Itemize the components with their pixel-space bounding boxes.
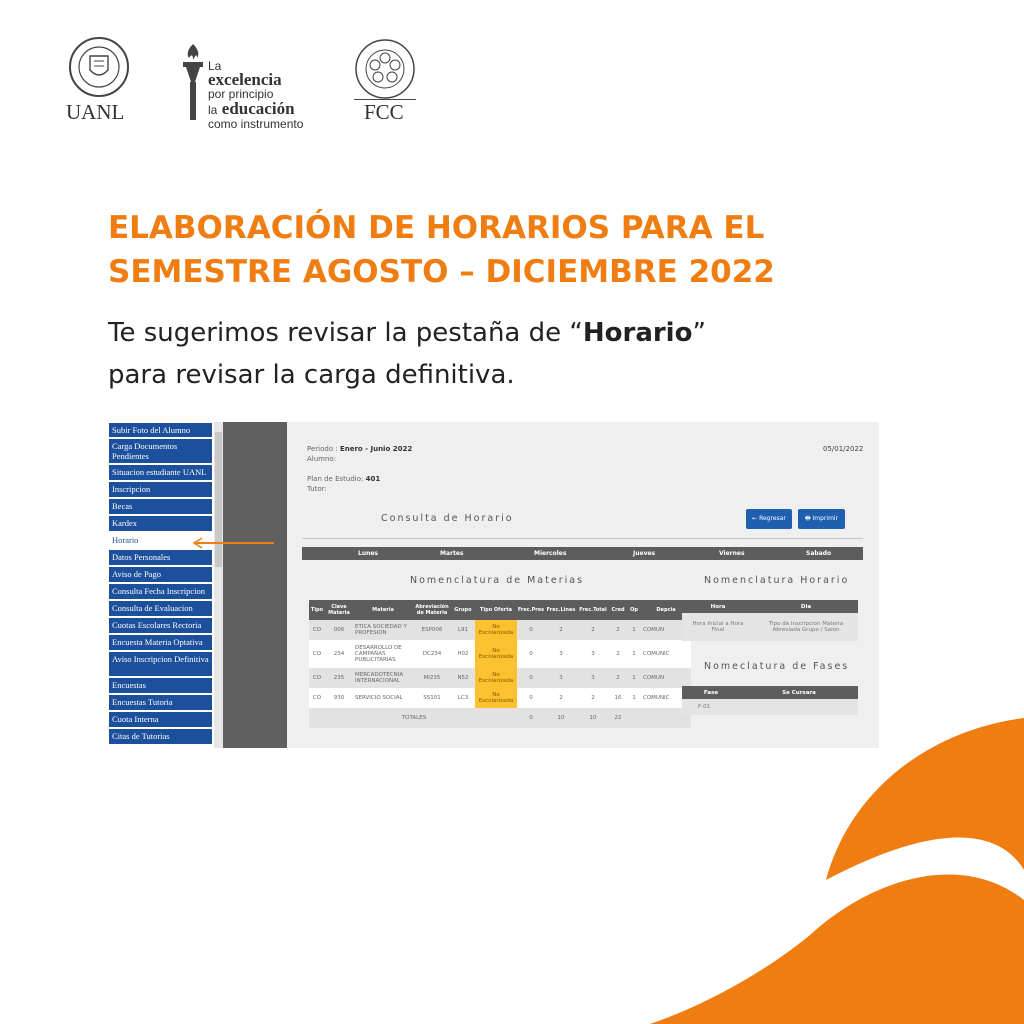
menu-item-horario[interactable]: Horario bbox=[109, 533, 212, 549]
totales-lines: 10 bbox=[545, 708, 577, 728]
cell: COMUNIC bbox=[641, 640, 691, 668]
cell: CO bbox=[309, 620, 325, 640]
cell: DC234 bbox=[413, 640, 451, 668]
col-cred: Cred bbox=[609, 600, 627, 620]
nomenclatura-horario-title: Nomenclatura Horario bbox=[704, 575, 850, 586]
page-title-line-1: ELABORACIÓN DE HORARIOS PARA EL bbox=[108, 210, 765, 246]
plan-label: Plan de Estudio: bbox=[307, 475, 364, 483]
col-frec-pres: Frec.Pres bbox=[517, 600, 545, 620]
menu-item-datos-personales[interactable]: Datos Personales bbox=[109, 550, 212, 566]
cell: N52 bbox=[451, 668, 475, 688]
cell: 2 bbox=[577, 620, 609, 640]
cell: 006 bbox=[325, 620, 353, 640]
cell: 3 bbox=[577, 640, 609, 668]
day-lunes: Lunes bbox=[358, 550, 379, 557]
col-clave: Clave Materia bbox=[325, 600, 353, 620]
cell: COMUN bbox=[641, 668, 691, 688]
cell: 2 bbox=[577, 688, 609, 708]
cell: 0 bbox=[517, 620, 545, 640]
cell: 2 bbox=[609, 620, 627, 640]
day-jueves: Jueves bbox=[633, 550, 656, 557]
cell: 1 bbox=[627, 688, 641, 708]
cell: COMUN bbox=[641, 620, 691, 640]
horario-cell-dia: Tipo de Inscripcion Materia Abreviada Grupo / Salon bbox=[754, 613, 858, 641]
menu-item-subir-foto[interactable]: Subir Foto del Alumno bbox=[109, 423, 212, 438]
col-op: Op bbox=[627, 600, 641, 620]
menu-item-aviso-pago[interactable]: Aviso de Pago bbox=[109, 567, 212, 583]
slogan-por-principio: por principio bbox=[208, 87, 274, 101]
cell: 3 bbox=[545, 668, 577, 688]
menu-item-citas-tutorias[interactable]: Citas de Tutorias bbox=[109, 729, 212, 745]
plan-value: 401 bbox=[365, 475, 381, 483]
cell: 16 bbox=[609, 688, 627, 708]
page-title-line-2: SEMESTRE AGOSTO – DICIEMBRE 2022 bbox=[108, 254, 775, 290]
cell: MERCADOTECNIA INTERNACIONAL bbox=[353, 668, 413, 688]
cell: ESP006 bbox=[413, 620, 451, 640]
cell: SS101 bbox=[413, 688, 451, 708]
col-tipo: Tipo bbox=[309, 600, 325, 620]
day-miercoles: Miercoles bbox=[534, 550, 567, 557]
horario-col-dia: Dia bbox=[754, 600, 858, 613]
day-viernes: Viernes bbox=[719, 550, 745, 557]
cell-oferta: No Escolarizada bbox=[475, 668, 517, 688]
cell: 3 bbox=[545, 640, 577, 668]
totales-total: 10 bbox=[577, 708, 609, 728]
uanl-label: UANL bbox=[66, 100, 125, 124]
nomenclatura-materias-title: Nomenclatura de Materias bbox=[410, 575, 585, 586]
col-tipo-oferta: Tipo Oferta bbox=[475, 600, 517, 620]
menu-item-consulta-evaluacion[interactable]: Consulta de Evaluacion bbox=[109, 601, 212, 617]
slogan-educacion: educación bbox=[221, 99, 295, 118]
cell: H02 bbox=[451, 640, 475, 668]
totales-cred: 22 bbox=[609, 708, 627, 728]
cell: 1 bbox=[627, 668, 641, 688]
cell: 235 bbox=[325, 668, 353, 688]
subtitle-line-2: para revisar la carga definitiva. bbox=[108, 360, 515, 390]
cell: 2 bbox=[609, 668, 627, 688]
col-frec-lines: Frec.Lines bbox=[545, 600, 577, 620]
print-button[interactable]: 🖶 Imprimir bbox=[798, 509, 845, 529]
col-frec-total: Frec.Total bbox=[577, 600, 609, 620]
cell: 0 bbox=[517, 668, 545, 688]
day-martes: Martes bbox=[440, 550, 464, 557]
cell-oferta: No Escolarizada bbox=[475, 640, 517, 668]
cell: L91 bbox=[451, 620, 475, 640]
cell: LC3 bbox=[451, 688, 475, 708]
menu-item-becas[interactable]: Becas bbox=[109, 499, 212, 515]
cell: 2 bbox=[545, 620, 577, 640]
back-button[interactable]: ← Regresar bbox=[746, 509, 792, 529]
subtitle-bold: Horario bbox=[582, 318, 693, 348]
menu-item-inscripcion[interactable]: Inscripcion bbox=[109, 482, 212, 498]
cell: 0 bbox=[517, 688, 545, 708]
col-depcia: Depcia bbox=[641, 600, 691, 620]
consulta-title: Consulta de Horario bbox=[381, 513, 514, 524]
subtitle-after: ” bbox=[692, 318, 706, 348]
fases-cell-fase: F-01 bbox=[682, 699, 740, 715]
cell: COMUNIC bbox=[641, 688, 691, 708]
periodo-value: Enero - Junio 2022 bbox=[339, 445, 413, 453]
totales-pres: 0 bbox=[517, 708, 545, 728]
horario-cell-hora: Hora Inicial a Hora Final bbox=[682, 613, 754, 641]
cell: 2 bbox=[609, 640, 627, 668]
tutor-label: Tutor: bbox=[307, 485, 327, 493]
subtitle-before: Te sugerimos revisar la pestaña de “ bbox=[108, 318, 583, 348]
menu-item-encuesta-materia[interactable]: Encuesta Materia Optativa bbox=[109, 635, 212, 651]
slogan-la: La bbox=[208, 59, 222, 73]
cell: 234 bbox=[325, 640, 353, 668]
cell: 2 bbox=[545, 688, 577, 708]
menu-item-carga-documentos[interactable]: Carga Documentos Pendientes bbox=[109, 439, 212, 464]
menu-item-kardex[interactable]: Kardex bbox=[109, 516, 212, 532]
cell: 1 bbox=[627, 640, 641, 668]
current-date: 05/01/2022 bbox=[823, 445, 864, 453]
menu-item-encuestas-tutoria[interactable]: Encuestas Tutoria bbox=[109, 695, 212, 711]
totales-label: TOTALES bbox=[353, 708, 475, 728]
menu-item-situacion[interactable]: Situacion estudiante UANL bbox=[109, 465, 212, 481]
cell: MI235 bbox=[413, 668, 451, 688]
cell: CO bbox=[309, 688, 325, 708]
cell-oferta: No Escolarizada bbox=[475, 688, 517, 708]
col-materia: Materia bbox=[353, 600, 413, 620]
cell: CO bbox=[309, 640, 325, 668]
day-sabado: Sabado bbox=[806, 550, 832, 557]
menu-item-cuota-interna[interactable]: Cuota Interna bbox=[109, 712, 212, 728]
menu-item-aviso-inscripcion[interactable]: Aviso Inscripcion Definitiva bbox=[109, 652, 212, 677]
col-abreviacion: Abreviación de Materia bbox=[413, 600, 451, 620]
cell: CO bbox=[309, 668, 325, 688]
fcc-label: FCC bbox=[364, 100, 404, 124]
slogan-como-instrumento: como instrumento bbox=[208, 117, 304, 131]
fases-col-fase: Fase bbox=[682, 686, 740, 699]
menu-item-encuestas[interactable]: Encuestas bbox=[109, 678, 212, 694]
cell: 3 bbox=[577, 668, 609, 688]
slogan-excelencia: excelencia bbox=[208, 70, 282, 89]
fases-col-cursara: Se Cursara bbox=[740, 686, 858, 699]
periodo-label: Periodo : bbox=[307, 445, 338, 453]
menu-item-consulta-fecha[interactable]: Consulta Fecha Inscripcion bbox=[109, 584, 212, 600]
cell: 1 bbox=[627, 620, 641, 640]
slogan-la-2: la bbox=[208, 103, 218, 117]
nomenclatura-fases-title: Nomeclatura de Fases bbox=[704, 661, 850, 672]
cell: DESARROLLO DE CAMPAÑAS PUBLICITARIAS bbox=[353, 640, 413, 668]
menu-item-cuotas-escolares[interactable]: Cuotas Escolares Rectoria bbox=[109, 618, 212, 634]
cell-oferta: No Escolarizada bbox=[475, 620, 517, 640]
alumno-label: Alumno: bbox=[307, 455, 337, 463]
horario-col-hora: Hora bbox=[682, 600, 754, 613]
cell: 0 bbox=[517, 640, 545, 668]
cell: ETICA SOCIEDAD Y PROFESION bbox=[353, 620, 413, 640]
cell: SERVICIO SOCIAL bbox=[353, 688, 413, 708]
col-grupo: Grupo bbox=[451, 600, 475, 620]
cell: 930 bbox=[325, 688, 353, 708]
